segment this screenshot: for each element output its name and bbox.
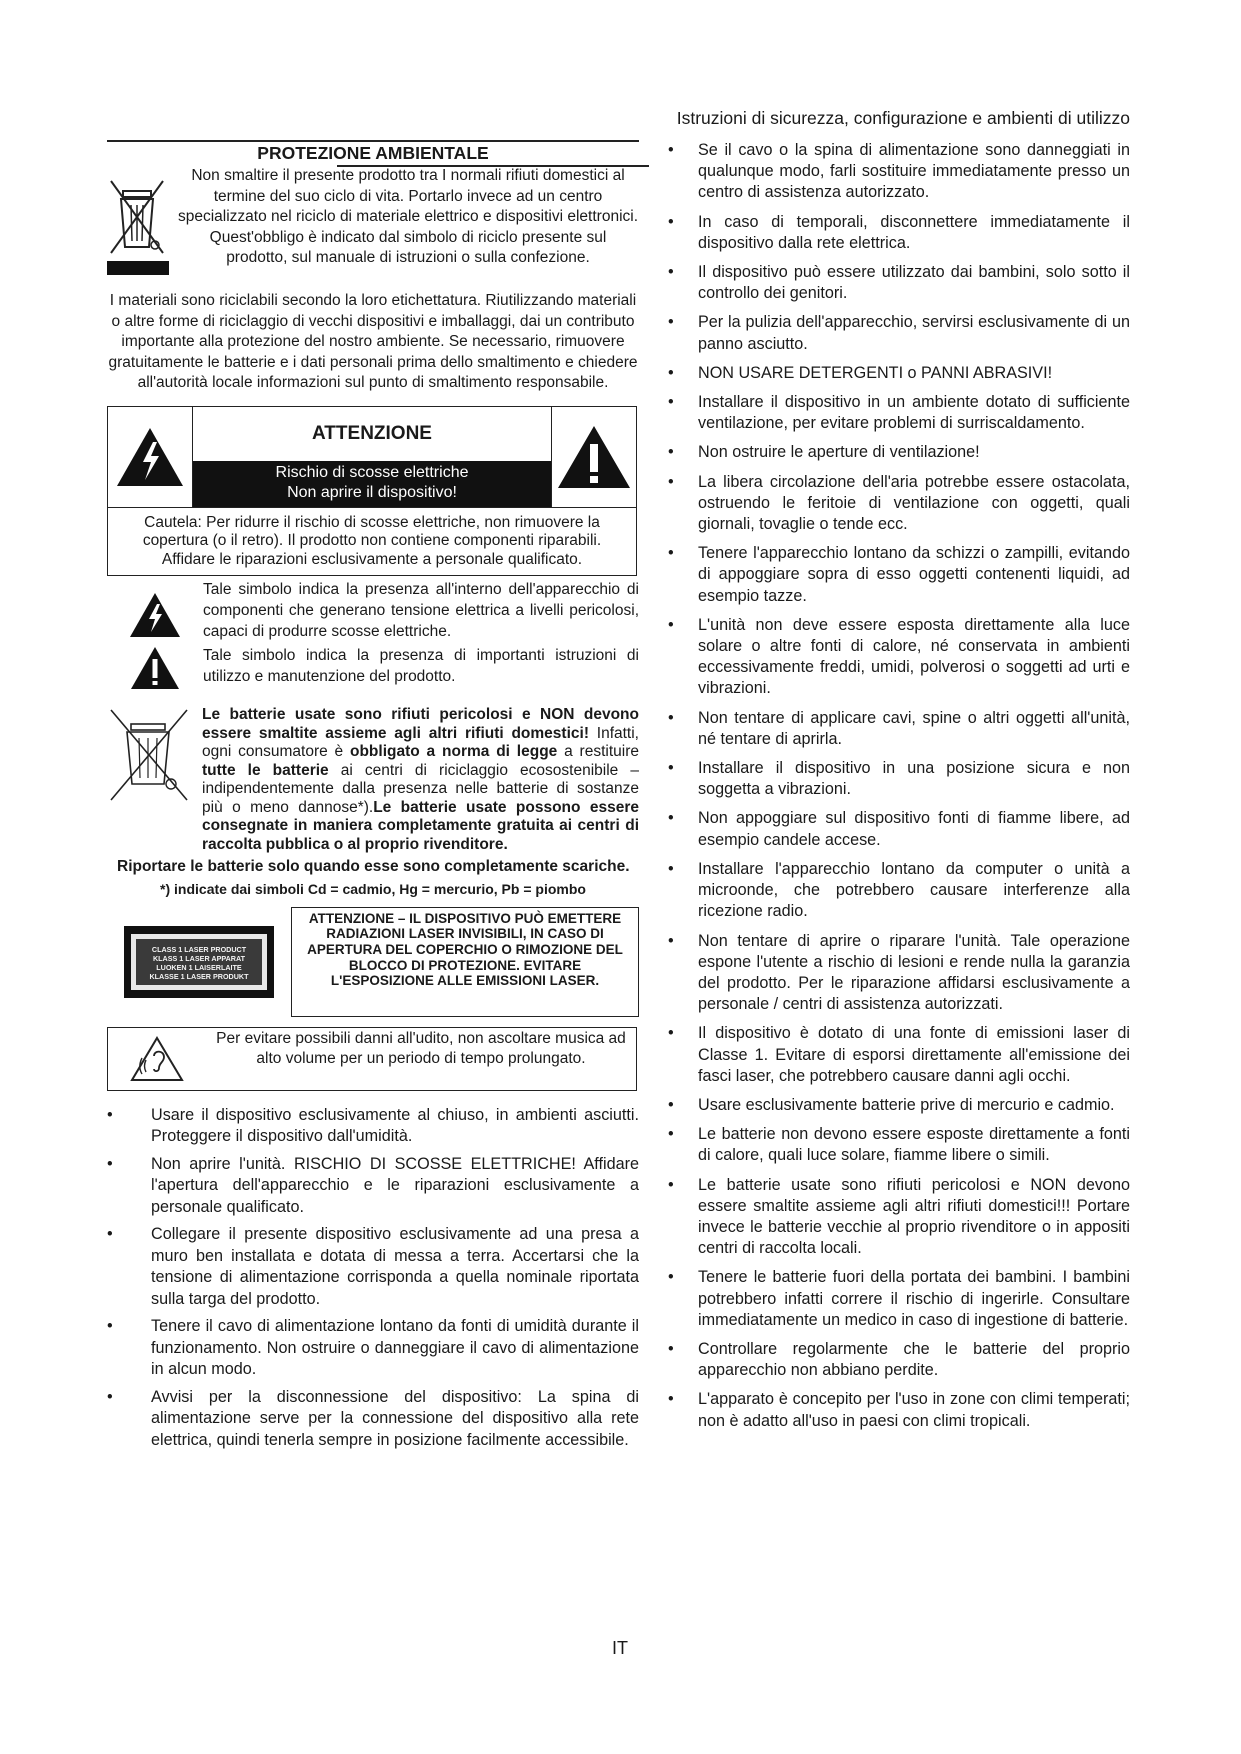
right-bullet-item <box>668 312 1130 354</box>
lightning-symbol-cell <box>107 580 203 642</box>
right-bullet-text: Se il cavo o la spina di alimentazione sono danneggiati in qualunque modo, farli sostituire immediatamente presso un centro di assistenza autorizzato. <box>698 141 1130 202</box>
left-bullet-item <box>107 1387 639 1452</box>
right-bullet-item <box>668 1267 1130 1331</box>
right-bullet-text: Non ostruire le aperture di ventilazione! <box>698 443 980 462</box>
attention-center <box>192 407 552 507</box>
right-bullet-item <box>668 859 1130 923</box>
attention-banner-line-1: Rischio di scosse elettriche <box>275 463 469 481</box>
bullet-icon: • <box>668 1095 674 1114</box>
bullet-icon: • <box>668 1175 674 1194</box>
right-bullet-item <box>668 392 1130 434</box>
crossed-bin-icon <box>107 169 171 277</box>
exclamation-symbol-row <box>107 646 639 690</box>
bullet-icon: • <box>668 443 674 462</box>
lightning-symbol-text: Tale simbolo indica la presenza all'interno dell'apparecchio di componenti che generano tensione elettrica a livelli pericolosi, capaci di produrre scosse elettriche. <box>203 581 639 640</box>
right-bullet-item <box>668 363 1130 384</box>
environment-title: PROTEZIONE AMBIENTALE <box>107 140 639 165</box>
right-bullet-text: Installare il dispositivo in un ambiente dotato di sufficiente ventilazione, per evitare problemi di surriscaldamento. <box>698 393 1130 433</box>
battery-normal-2: a restituire <box>557 743 639 761</box>
right-bullet-item <box>668 1124 1130 1166</box>
right-bullet-item <box>668 1023 1130 1087</box>
right-column <box>668 140 1130 1440</box>
left-bullet-item <box>107 1105 639 1148</box>
right-bullet-text: La libera circolazione dell'aria potrebbe essere ostacolata, ostruendo le feritoie di ventilazione con oggetti, quali giornali, tovaglie o tende ecc. <box>698 472 1130 534</box>
left-bullet-item <box>107 1316 639 1381</box>
right-bullet-item <box>668 262 1130 304</box>
left-bullet-text: Tenere il cavo di alimentazione lontano da fonti di umidità durante il funzionamento. Non ostruire o danneggiare il cavo di alimentazione in alcun modo. <box>151 1317 639 1379</box>
right-bullet-item <box>668 1095 1130 1116</box>
right-bullet-item <box>668 1175 1130 1260</box>
exclamation-symbol-cell <box>107 646 203 690</box>
attention-banner-line-2: Non aprire il dispositivo! <box>287 483 457 501</box>
battery-normal-1: Infatti, ogni consumatore è <box>202 724 639 761</box>
right-bullet-text: L'unità non deve essere esposta direttamente alla luce solare o altre fonti di calore, né conservata in ambienti eccessivamente freddi, umidi, polverosi o soggetti ad urti e vibrazioni. <box>698 615 1130 698</box>
page-header: Istruzioni di sicurezza, configurazione e ambienti di utilizzo <box>676 108 1130 128</box>
environment-text-2: I materiali sono riciclabili secondo la loro etichettatura. Riutilizzando materiali o altre forme di riciclaggio di vecchi dispositivi e imballaggi, dai un contributo importante alla protezione del nostro ambiente. Se necessario, rimuovere gratuitamente le batterie e i dati personali prima dello smaltimento e chiedere all'autorità locale informazioni sul punto di smaltimento responsabile. <box>108 292 638 392</box>
bullet-icon: • <box>668 1024 674 1043</box>
bullet-icon: • <box>668 1390 674 1409</box>
right-bullet-item <box>668 758 1130 800</box>
left-column <box>107 140 639 1457</box>
exclamation-warning-icon <box>130 646 180 690</box>
battery-bold-1: Le batterie usate sono rifiuti pericolosi e NON devono essere smaltite assieme agli altri rifiuti domestici! <box>202 706 639 742</box>
left-bullet-text: Usare il dispositivo esclusivamente al chiuso, in ambienti asciutti. Proteggere il dispositivo dall'umidità. <box>151 1105 639 1146</box>
right-bullet-text: NON USARE DETERGENTI o PANNI ABRASIVI! <box>698 363 1053 382</box>
bullet-icon: • <box>668 809 674 828</box>
bullet-icon: • <box>668 1339 674 1358</box>
left-bullet-text: Avvisi per la disconnessione del dispositivo: La spina di alimentazione serve per la connessione del dispositivo alla rete elettrica, quindi tenerla sempre in posizione facilmente accessibile. <box>151 1387 639 1449</box>
left-bullet-item <box>107 1224 639 1310</box>
page-language-footer: IT <box>612 1638 628 1658</box>
lightning-warning-icon <box>115 426 185 488</box>
right-bullet-text: L'apparato è concepito per l'uso in zone con climi temperati; non è adatto all'uso in paesi con climi tropicali. <box>698 1390 1130 1430</box>
right-bullet-text: Controllare regolarmente che le batterie del proprio apparecchio non abbiano perdite. <box>698 1339 1130 1380</box>
right-bullet-item <box>668 140 1130 204</box>
bullet-icon: • <box>668 263 674 282</box>
right-bullet-text: Installare l'apparecchio lontano da computer o unità a microonde, che potrebbero causare interferenze alla ricezione radio. <box>698 859 1130 921</box>
attention-heading: ATTENZIONE <box>312 422 432 444</box>
bullet-icon: • <box>668 472 674 491</box>
right-bullet-text: Tenere l'apparecchio lontano da schizzi o zampilli, evitando di appoggiare sopra di esso oggetti contenenti liquidi, ad esempio tazze. <box>698 544 1130 605</box>
right-bullet-item <box>668 708 1130 750</box>
battery-bold-4: Le batterie usate possono essere consegnate in maniera completamente gratuita ai centri di raccolta pubblica o al proprio rivenditore. <box>202 798 640 853</box>
battery-bold-3: tutte le batterie <box>202 761 329 779</box>
right-bullet-item <box>668 212 1130 254</box>
bullet-icon: • <box>668 313 674 332</box>
environment-text-1: Non smaltire il presente prodotto tra I normali rifiuti domestici al termine del suo ciclo di vita. Portarlo invece ad un centro specializzato nel riciclo di materiale elettrico e dispositivi elettronici. Quest'obbligo è indicato dal simbolo di riciclo presente sul prodotto, sul manuale di istruzioni o sulla confezione. <box>177 167 639 267</box>
hearing-warning-box <box>107 1027 637 1091</box>
bullet-icon: • <box>668 759 674 778</box>
laser-label-line-4: KLASSE 1 LASER PRODUKT <box>149 971 249 981</box>
lightning-symbol-row <box>107 580 639 642</box>
battery-bold-5: Riportare le batterie solo quando esse sono completamente scariche. <box>117 858 630 876</box>
bullet-icon: • <box>668 1125 674 1144</box>
right-bullet-text: Il dispositivo è dotato di una fonte di emissioni laser di Classe 1. Evitare di esporsi direttamente all'emissione dei fasci laser, che potrebbero causare danni agli occhi. <box>698 1024 1130 1085</box>
right-bullet-item <box>668 442 1130 463</box>
laser-warning-text: ATTENZIONE – IL DISPOSITIVO PUÒ EMETTERE RADIAZIONI LASER INVISIBILI, IN CASO DI APERTURA DEL COPERCHIO O RIMOZIONE DEL BLOCCO DI PROTEZIONE. EVITARE L'ESPOSIZIONE ALLE EMISSIONI LASER. <box>291 907 639 1017</box>
exclamation-symbol-text: Tale simbolo indica la presenza di importanti istruzioni di utilizzo e manutenzione del prodotto. <box>203 647 639 685</box>
hearing-warning-icon <box>130 1036 184 1082</box>
right-bullet-text: Installare il dispositivo in una posizione sicura e non soggetta a vibrazioni. <box>698 759 1130 799</box>
right-bullet-text: Le batterie non devono essere esposte direttamente a fonti di calore, quali luce solare, fiamme libere o simili. <box>698 1125 1130 1165</box>
hearing-symbol-cell <box>108 1028 206 1090</box>
right-bullet-item <box>668 931 1130 1016</box>
laser-label-line-2: KLASS 1 LASER APPARAT <box>152 953 246 963</box>
right-bullet-item <box>668 472 1130 536</box>
bullet-icon: • <box>668 141 674 159</box>
laser-label-line-3: LUOKEN 1 LAISERLAITE <box>156 962 242 972</box>
bullet-icon: • <box>668 393 674 412</box>
battery-bin-icon <box>105 706 193 804</box>
attention-box <box>107 406 637 577</box>
battery-normal-3: ai centri di riciclaggio ecosostenibile – indipendentemente dalla presenza nelle batterie di sostanze più o meno dannose*). <box>202 761 639 816</box>
right-bullet-item <box>668 808 1130 850</box>
right-bullet-text: Non tentare di applicare cavi, spine o altri oggetti all'unità, né tentare di aprirla. <box>698 708 1130 748</box>
bullet-icon: • <box>668 212 674 231</box>
battery-footnote: *) indicate dai simboli Cd = cadmio, Hg = mercurio, Pb = piombo <box>160 880 586 897</box>
attention-top <box>108 407 636 508</box>
right-bullet-text: Il dispositivo può essere utilizzato dai bambini, solo sotto il controllo dei genitori. <box>698 263 1130 303</box>
laser-class-label <box>107 907 291 1017</box>
bullet-icon: • <box>107 1387 113 1406</box>
bullet-icon: • <box>668 931 674 950</box>
bullet-icon: • <box>107 1105 113 1124</box>
attention-left-symbol <box>108 407 192 507</box>
attention-right-symbol <box>552 407 636 507</box>
hearing-warning-text: Per evitare possibili danni all'udito, non ascoltare musica ad alto volume per un periodo di tempo prolungato. <box>216 1029 626 1067</box>
bullet-icon: • <box>668 1268 674 1287</box>
left-bullet-text: Collegare il presente dispositivo esclusivamente ad una presa a muro ben installata e dotata di messa a terra. Accertarsi che la tensione di alimentazione corrisponda a quella nominale riportata sulla targa del prodotto. <box>151 1225 639 1308</box>
laser-label-line-1: CLASS 1 LASER PRODUCT <box>151 944 247 954</box>
right-bullet-item <box>668 615 1130 700</box>
battery-return-note <box>107 858 639 877</box>
right-bullet-item <box>668 1389 1130 1431</box>
right-bullet-text: In caso di temporali, disconnettere immediatamente il dispositivo dalla rete elettrica. <box>698 212 1130 252</box>
environment-section <box>107 165 639 291</box>
bullet-icon: • <box>668 544 674 563</box>
battery-section <box>107 706 639 897</box>
right-bullet-text: Non appoggiare sul dispositivo fonti di fiamme libere, ad esempio candele accese. <box>698 809 1130 849</box>
right-bullet-text: Usare esclusivamente batterie prive di mercurio e cadmio. <box>698 1095 1115 1114</box>
right-bullet-text: Per la pulizia dell'apparecchio, servirsi esclusivamente di un panno asciutto. <box>698 313 1130 353</box>
left-bullet-item <box>107 1154 639 1219</box>
laser-label-icon <box>124 926 274 998</box>
right-bullet-text: Le batterie usate sono rifiuti pericolosi e NON devono essere smaltite assieme agli altri rifiuti domestici!!! Portare invece le batterie vecchie al proprio rivenditore o in appositi centri di raccolta locali. <box>698 1175 1130 1258</box>
lightning-warning-icon <box>129 592 181 638</box>
right-bullet-item <box>668 1339 1130 1381</box>
bullet-icon: • <box>668 615 674 634</box>
attention-caution-text: Cautela: Per ridurre il rischio di scosse elettriche, non rimuovere la copertura (o il retro). Il prodotto non contiene componenti riparabili. Affidare le riparazioni esclusivamente a personale qualificato. <box>142 513 602 568</box>
left-bullet-text: Non aprire l'unità. RISCHIO DI SCOSSE ELETTRICHE! Affidare l'apertura dell'apparecchio e le riparazioni esclusivamente a personale qualificato. <box>151 1154 639 1216</box>
attention-banner <box>193 461 551 507</box>
battery-bold-2: obbligato a norma di legge <box>350 743 558 761</box>
bullet-icon: • <box>107 1154 113 1173</box>
bullet-icon: • <box>668 859 674 878</box>
laser-section <box>107 907 639 1017</box>
exclamation-warning-icon <box>556 424 632 490</box>
bullet-icon: • <box>668 363 674 382</box>
bullet-icon: • <box>668 708 674 727</box>
right-bullet-text: Tenere le batterie fuori della portata dei bambini. I bambini potrebbero infatti correre il rischio di ingerirle. Consultare immediatamente un medico in caso di ingestione di batterie. <box>698 1268 1130 1329</box>
bullet-icon: • <box>107 1317 113 1336</box>
bullet-icon: • <box>107 1225 113 1244</box>
right-bullet-item <box>668 543 1130 607</box>
left-bullet-list <box>107 1105 639 1452</box>
right-bullet-text: Non tentare di aprire o riparare l'unità. Tale operazione espone l'utente a rischio di lesioni e rende nulla la garanzia del prodotto. Per le riparazione affidarsi esclusivamente a personale / centri di assistenza autorizzati. <box>698 931 1130 1014</box>
